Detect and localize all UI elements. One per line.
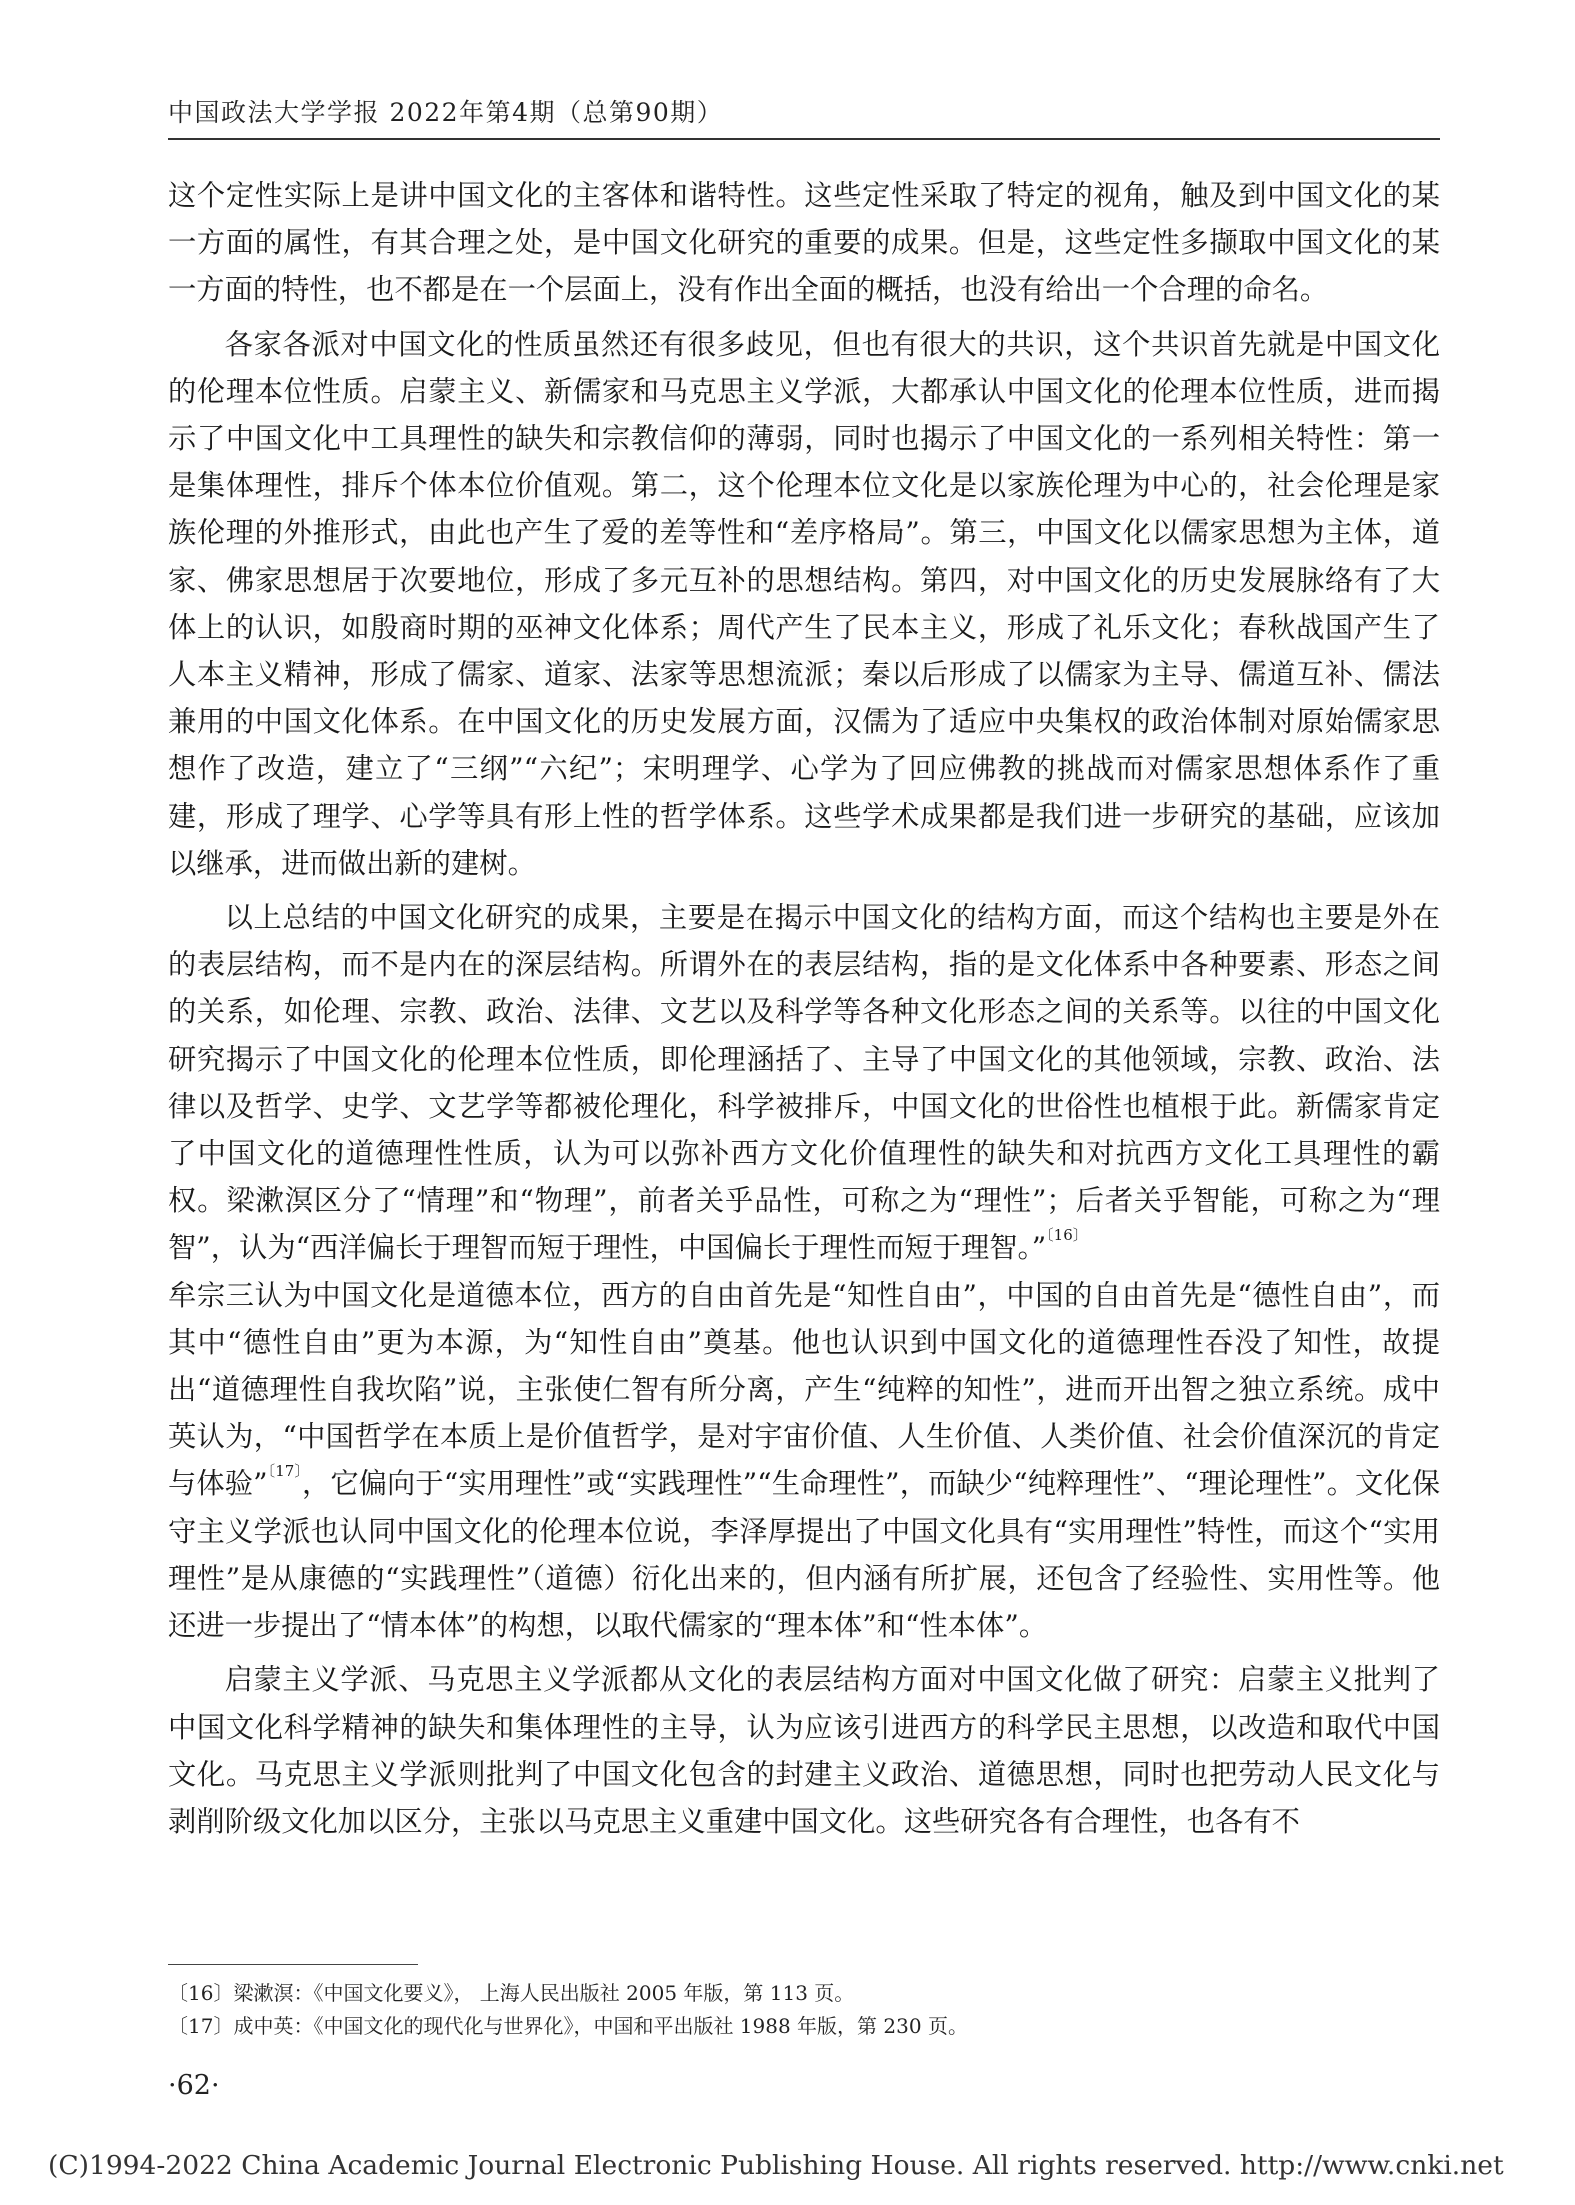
copyright-line: (C)1994-2022 China Academic Journal Electronic Publishing House. All rights reserved. http://www.cnki.net xyxy=(48,2150,1504,2181)
footnote-ref-17[interactable]: 〔17〕 xyxy=(267,1462,302,1481)
paragraph-2: 各家各派对中国文化的性质虽然还有很多歧见，但也有很大的共识，这个共识首先就是中国文化的伦理本位性质。启蒙主义、新儒家和马克思主义学派，大都承认中国文化的伦理本位性质，进而揭示了中国文化中工具理性的缺失和宗教信仰的薄弱，同时也揭示了中国文化的一系列相关特性：第一是集体理性，排斥个体本位价值观。第二，这个伦理本位文化是以家族伦理为中心的，社会伦理是家族伦理的外推形式，由此也产生了爱的差等性和“差序格局”。第三，中国文化以儒家思想为主体，道家、佛家思想居于次要地位，形成了多元互补的思想结构。第四，对中国文化的历史发展脉络有了大体上的认识，如殷商时期的巫神文化体系；周代产生了民本主义，形成了礼乐文化；春秋战国产生了人本主义精神，形成了儒家、道家、法家等思想流派；秦以后形成了以儒家为主导、儒道互补、儒法兼用的中国文化体系。在中国文化的历史发展方面，汉儒为了适应中央集权的政治体制对原始儒家思想作了改造，建立了“三纲”“六纪”；宋明理学、心学为了回应佛教的挑战而对儒家思想体系作了重建，形成了理学、心学等具有形上性的哲学体系。这些学术成果都是我们进一步研究的基础，应该加以继承，进而做出新的建树。 xyxy=(168,327,1440,880)
page-number: ·62· xyxy=(168,2070,220,2101)
footnote-ref-16[interactable]: 〔16〕 xyxy=(1046,1226,1088,1245)
footnote-16: 〔16〕梁漱溟：《中国文化要义》， 上海人民出版社 2005 年版，第 113 页。 xyxy=(168,1981,855,2005)
paragraph-3 xyxy=(168,894,1440,1649)
header-rule xyxy=(168,138,1440,140)
paragraph-1: 这个定性实际上是讲中国文化的主客体和谐特性。这些定性采取了特定的视角，触及到中国文化的某一方面的属性，有其合理之处，是中国文化研究的重要的成果。但是，这些定性多撷取中国文化的某一方面的特性，也不都是在一个层面上，没有作出全面的概括，也没有给出一个合理的命名。 xyxy=(168,179,1440,307)
paragraph-3-part-b: 牟宗三认为中国文化是道德本位，西方的自由首先是“知性自由”，中国的自由首先是“德性自由”，而其中“德性自由”更为本源，为“知性自由”奠基。他也认识到中国文化的道德理性吞没了知性，故提出“道德理性自我坎陷”说，主张使仁智有所分离，产生“纯粹的知性”，进而开出智之独立系统。成中英认为，“中国哲学在本质上是价值哲学，是对宇宙价值、人生价值、人类价值、社会价值深沉的肯定与体验” xyxy=(168,1278,1440,1501)
paragraph-3-part-c: ，它偏向于“实用理性”或“实践理性”“生命理性”，而缺少“纯粹理性”、“理论理性”。文化保守主义学派也认同中国文化的伦理本位说，李泽厚提出了中国文化具有“实用理性”特性，而这个“实用理性”是从康德的“实践理性”（道德）衍化出来的，但内涵有所扩展，还包含了经验性、实用性等。他还进一步提出了“情本体”的构想，以取代儒家的“理本体”和“性本体”。 xyxy=(168,1467,1441,1643)
footnote-rule xyxy=(168,1964,418,1965)
footnote-17: 〔17〕成中英：《中国文化的现代化与世界化》，中国和平出版社 1988 年版，第 230 页。 xyxy=(168,2014,968,2038)
paragraph-4: 启蒙主义学派、马克思主义学派都从文化的表层结构方面对中国文化做了研究：启蒙主义批判了中国文化科学精神的缺失和集体理性的主导，认为应该引进西方的科学民主思想，以改造和取代中国文化。马克思主义学派则批判了中国文化包含的封建主义政治、道德思想，同时也把劳动人民文化与剥削阶级文化加以区分，主张以马克思主义重建中国文化。这些研究各有合理性，也各有不 xyxy=(168,1663,1440,1838)
article-body xyxy=(168,172,1440,1852)
footnotes xyxy=(168,1977,1440,2043)
running-head: 中国政法大学学报 2022年第4期（总第90期） xyxy=(168,98,724,127)
paragraph-3-part-a: 以上总结的中国文化研究的成果，主要是在揭示中国文化的结构方面，而这个结构也主要是外在的表层结构，而不是内在的深层结构。所谓外在的表层结构，指的是文化体系中各种要素、形态之间的关系，如伦理、宗教、政治、法律、文艺以及科学等各种文化形态之间的关系等。以往的中国文化研究揭示了中国文化的伦理本位性质，即伦理涵括了、主导了中国文化的其他领域，宗教、政治、法律以及哲学、史学、文艺学等都被伦理化，科学被排斥，中国文化的世俗性也植根于此。新儒家肯定了中国文化的道德理性性质，认为可以弥补西方文化价值理性的缺失和对抗西方文化工具理性的霸权。梁漱溟区分了“情理”和“物理”，前者关乎品性，可称之为“理性”；后者关乎智能，可称之为“理智”，认为“西洋偏长于理智而短于理性，中国偏长于理性而短于理智。” xyxy=(168,901,1440,1265)
